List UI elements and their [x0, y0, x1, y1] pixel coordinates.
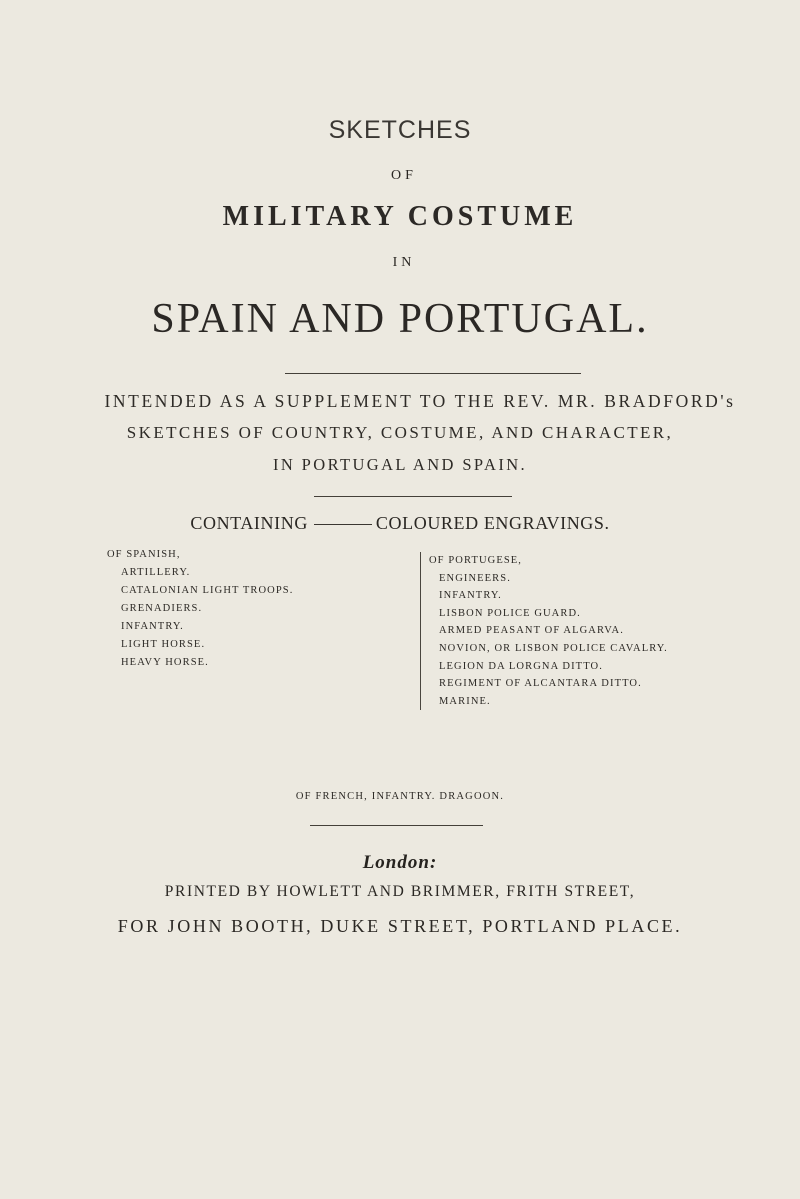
title-in: IN	[392, 255, 416, 270]
list-item: LISBON POLICE GUARD.	[439, 607, 581, 619]
subtitle-line-1: INTENDED AS A SUPPLEMENT TO THE REV. MR. BRADFORD's	[104, 391, 736, 411]
containing-heading	[0, 513, 800, 534]
portuguese-heading: OF PORTUGESE,	[429, 555, 523, 566]
title-of: OF	[391, 168, 417, 183]
coloured-engravings-label: COLOURED ENGRAVINGS.	[375, 513, 610, 533]
title-spain-and-portugal: SPAIN AND PORTUGAL.	[151, 296, 649, 342]
containing-dash	[314, 524, 372, 525]
rule-divider-1	[285, 373, 581, 374]
list-item: CATALONIAN LIGHT TROOPS.	[121, 585, 294, 596]
list-item: HEAVY HORSE.	[121, 657, 209, 668]
rule-divider-2	[314, 496, 512, 497]
containing-label: CONTAINING	[190, 513, 308, 533]
list-item: REGIMENT OF ALCANTARA DITTO.	[439, 678, 642, 690]
rule-divider-3	[310, 825, 483, 826]
portuguese-list	[420, 552, 668, 710]
list-item: INFANTRY.	[439, 590, 502, 602]
list-item: INFANTRY.	[121, 621, 184, 632]
imprint-publisher: FOR JOHN BOOTH, DUKE STREET, PORTLAND PLACE.	[117, 916, 683, 936]
spanish-heading: OF SPANISH,	[107, 549, 181, 560]
list-item: ENGINEERS.	[439, 572, 511, 584]
title-military-costume: MILITARY COSTUME	[222, 201, 578, 232]
list-item: LIGHT HORSE.	[121, 639, 206, 650]
spanish-list	[107, 546, 294, 672]
list-item: MARINE.	[439, 695, 491, 707]
list-item: ARMED PEASANT OF ALGARVA.	[439, 625, 624, 637]
subtitle-line-3: IN PORTUGAL AND SPAIN.	[272, 455, 528, 474]
list-item: GRENADIERS.	[121, 603, 203, 614]
list-item: ARTILLERY.	[121, 567, 191, 578]
imprint-city: London:	[362, 852, 438, 873]
subtitle-line-2: SKETCHES OF COUNTRY, COSTUME, AND CHARACTER,	[126, 423, 674, 442]
list-item: LEGION DA LORGNA DITTO.	[439, 660, 603, 672]
imprint-printer: PRINTED BY HOWLETT AND BRIMMER, FRITH STREET,	[164, 883, 636, 900]
list-item: NOVION, OR LISBON POLICE CAVALRY.	[439, 642, 668, 654]
title-sketches: SKETCHES	[328, 116, 472, 144]
french-line: OF FRENCH, INFANTRY. DRAGOON.	[295, 791, 505, 802]
